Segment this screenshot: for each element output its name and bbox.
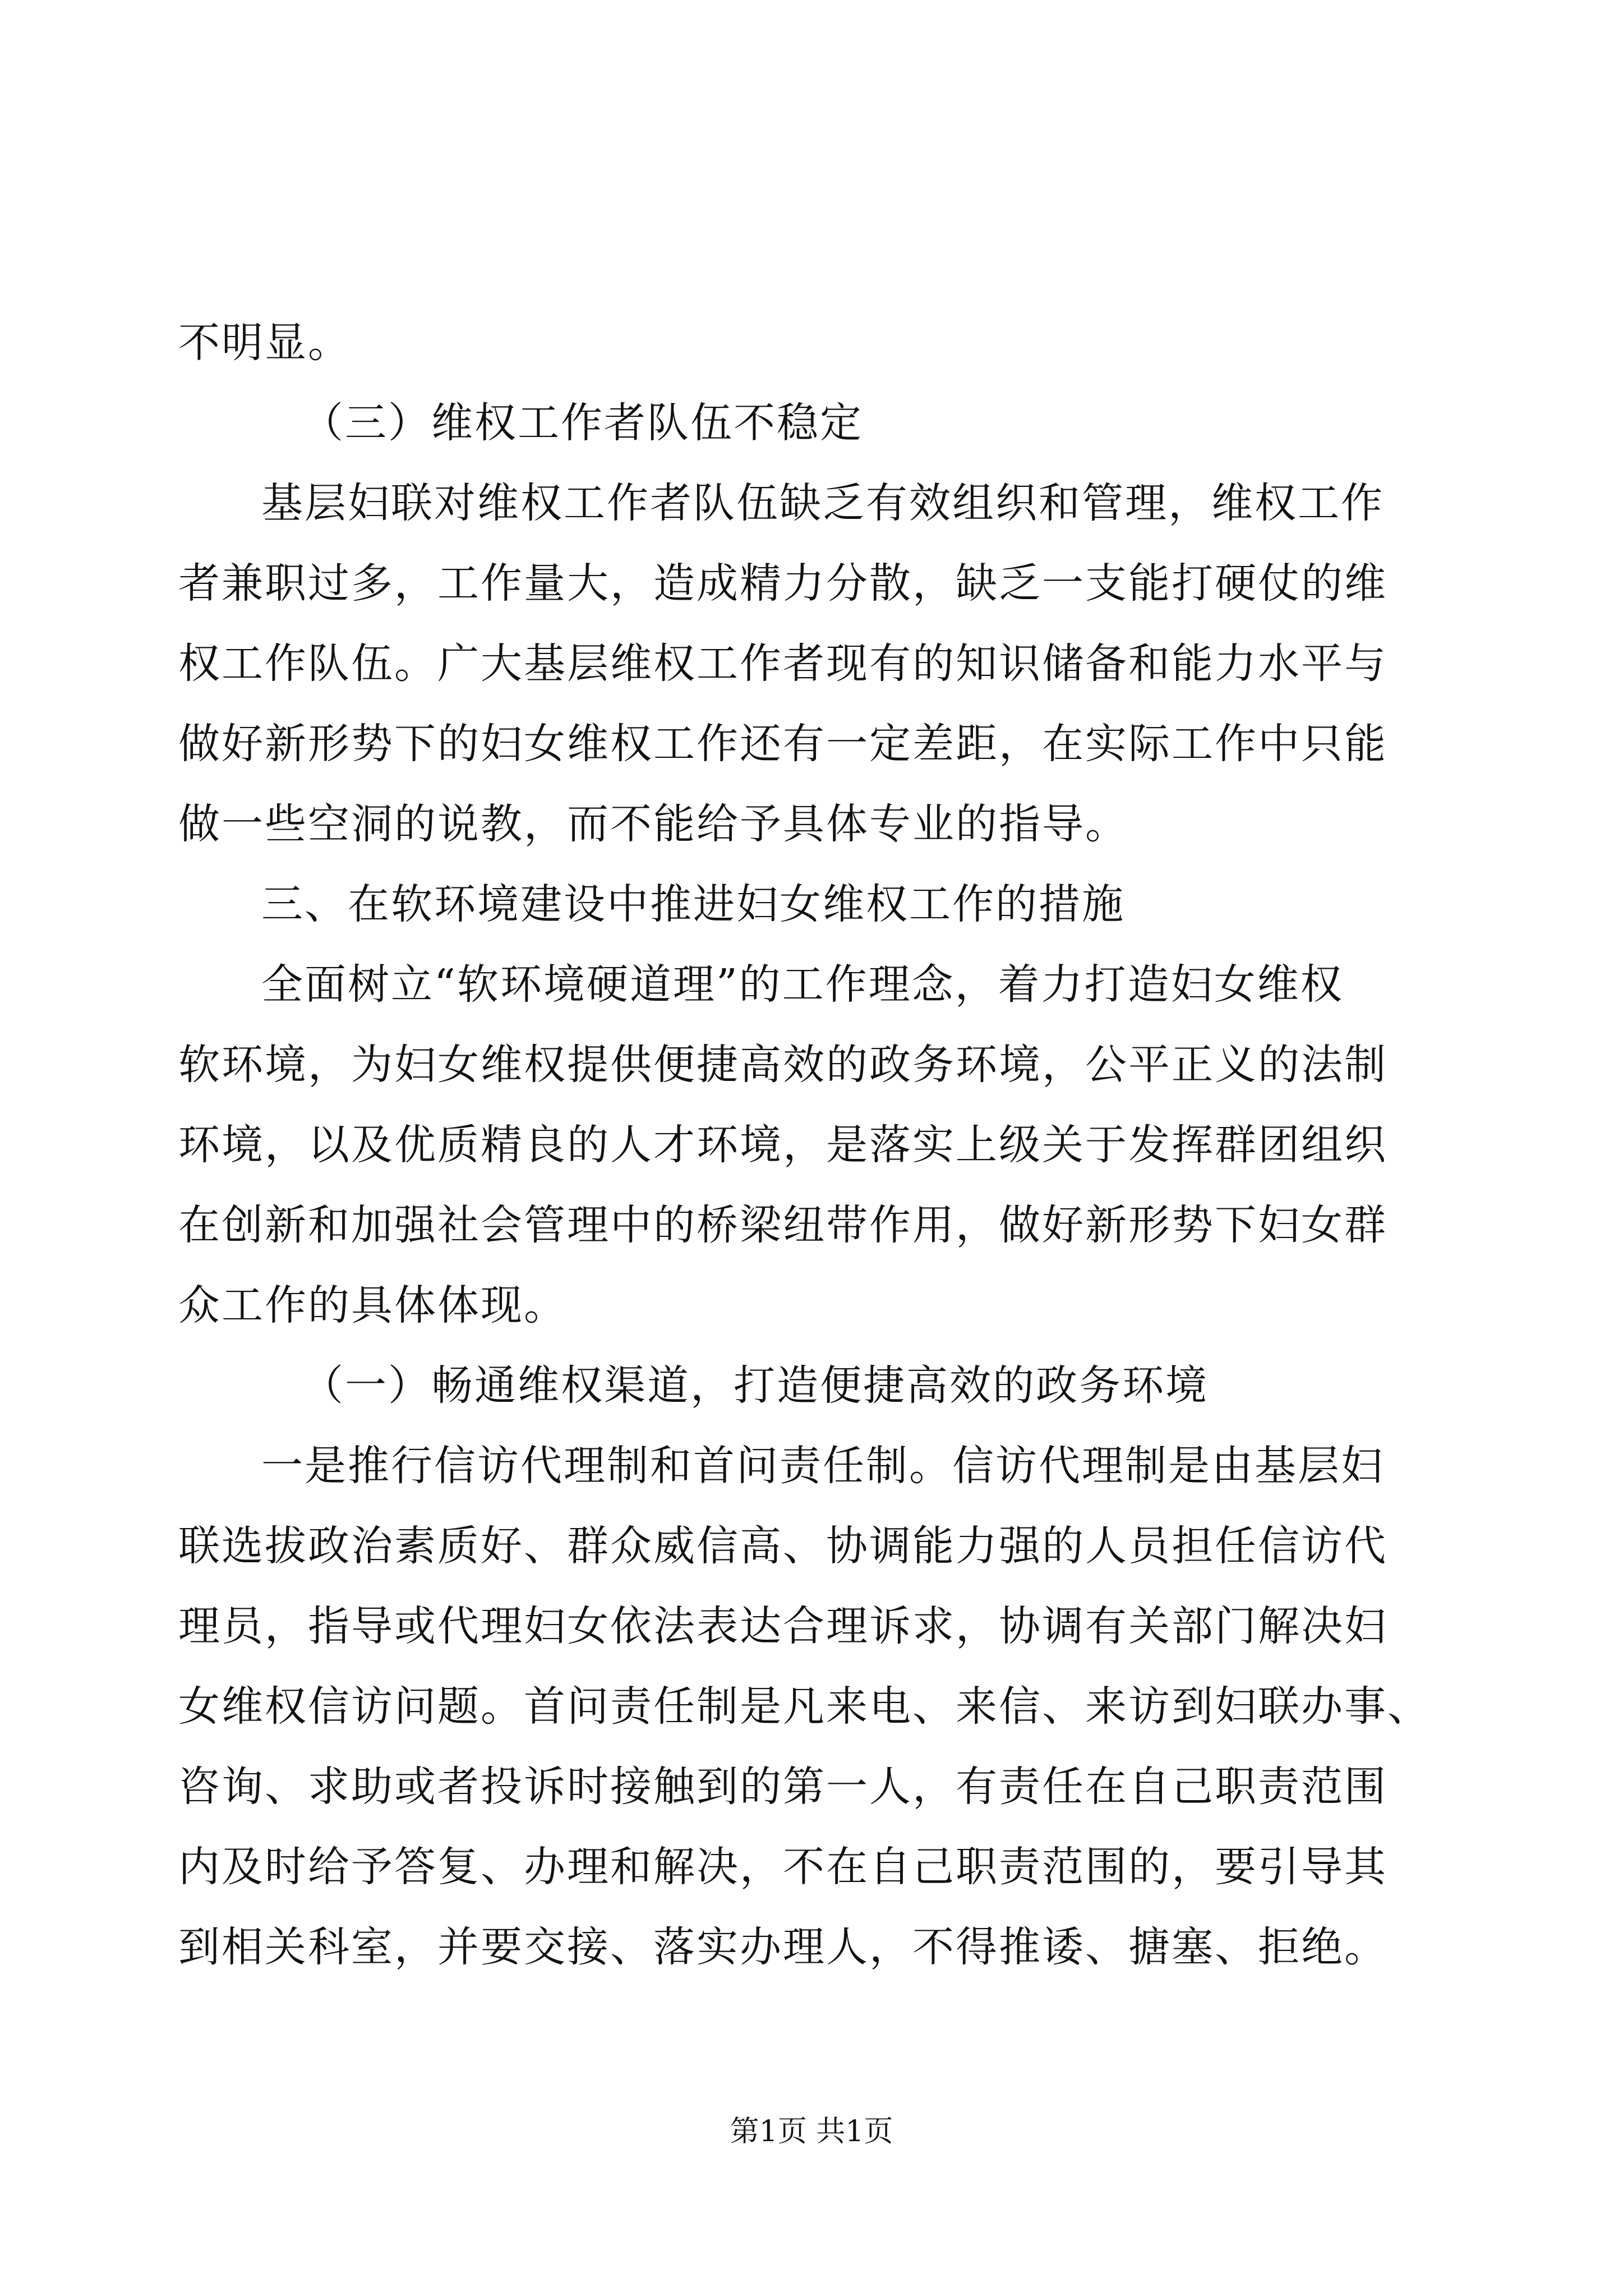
- paragraph-line: 女维权信访问题。首问责任制是凡来电、来信、来访到妇联办事、: [178, 1682, 1431, 1731]
- paragraph-line: 软环境，为妇女维权提供便捷高效的政务环境，公平正义的法制: [178, 1041, 1387, 1089]
- paragraph-line: 做好新形势下的妇女维权工作还有一定差距，在实际工作中只能: [178, 720, 1387, 768]
- document-body: [178, 303, 1435, 1987]
- paragraph-line: 者兼职过多，工作量大，造成精力分散，缺乏一支能打硬仗的维: [178, 559, 1387, 608]
- paragraph-line: 一是推行信访代理制和首问责任制。信访代理制是由基层妇: [261, 1442, 1384, 1490]
- paragraph-line: 咨询、求助或者投诉时接触到的第一人，有责任在自己职责范围: [178, 1763, 1387, 1811]
- paragraph-line: 内及时给予答复、办理和解决，不在自己职责范围的，要引导其: [178, 1843, 1387, 1891]
- paragraph-line: 全面树立“软环境硬道理”的工作理念，着力打造妇女维权: [261, 960, 1344, 1009]
- paragraph-line: 理员，指导或代理妇女依法表达合理诉求，协调有关部门解决妇: [178, 1602, 1387, 1650]
- paragraph-line: 众工作的具体体现。: [178, 1281, 567, 1329]
- paragraph-line: 在创新和加强社会管理中的桥梁纽带作用，做好新形势下妇女群: [178, 1201, 1387, 1249]
- section-heading: （三）维权工作者队伍不稳定: [302, 399, 863, 447]
- paragraph-line: 到相关科室，并要交接、落实办理人，不得推诿、搪塞、拒绝。: [178, 1923, 1387, 1971]
- page-footer: 第1页 共1页: [730, 2115, 893, 2148]
- section-heading: 三、在软环境建设中推进妇女维权工作的措施: [261, 880, 1125, 928]
- paragraph-line: 基层妇联对维权工作者队伍缺乏有效组织和管理，维权工作: [261, 479, 1384, 527]
- paragraph-line: 联选拔政治素质好、群众威信高、协调能力强的人员担任信访代: [178, 1522, 1387, 1570]
- paragraph-line: 环境，以及优质精良的人才环境，是落实上级关于发挥群团组织: [178, 1121, 1387, 1169]
- paragraph-line: 做一些空洞的说教，而不能给予具体专业的指导。: [178, 800, 1128, 848]
- text-line: 不明显。: [178, 319, 351, 367]
- section-heading: （一）畅通维权渠道，打造便捷高效的政务环境: [302, 1361, 1209, 1410]
- paragraph-line: 权工作队伍。广大基层维权工作者现有的知识储备和能力水平与: [178, 639, 1387, 688]
